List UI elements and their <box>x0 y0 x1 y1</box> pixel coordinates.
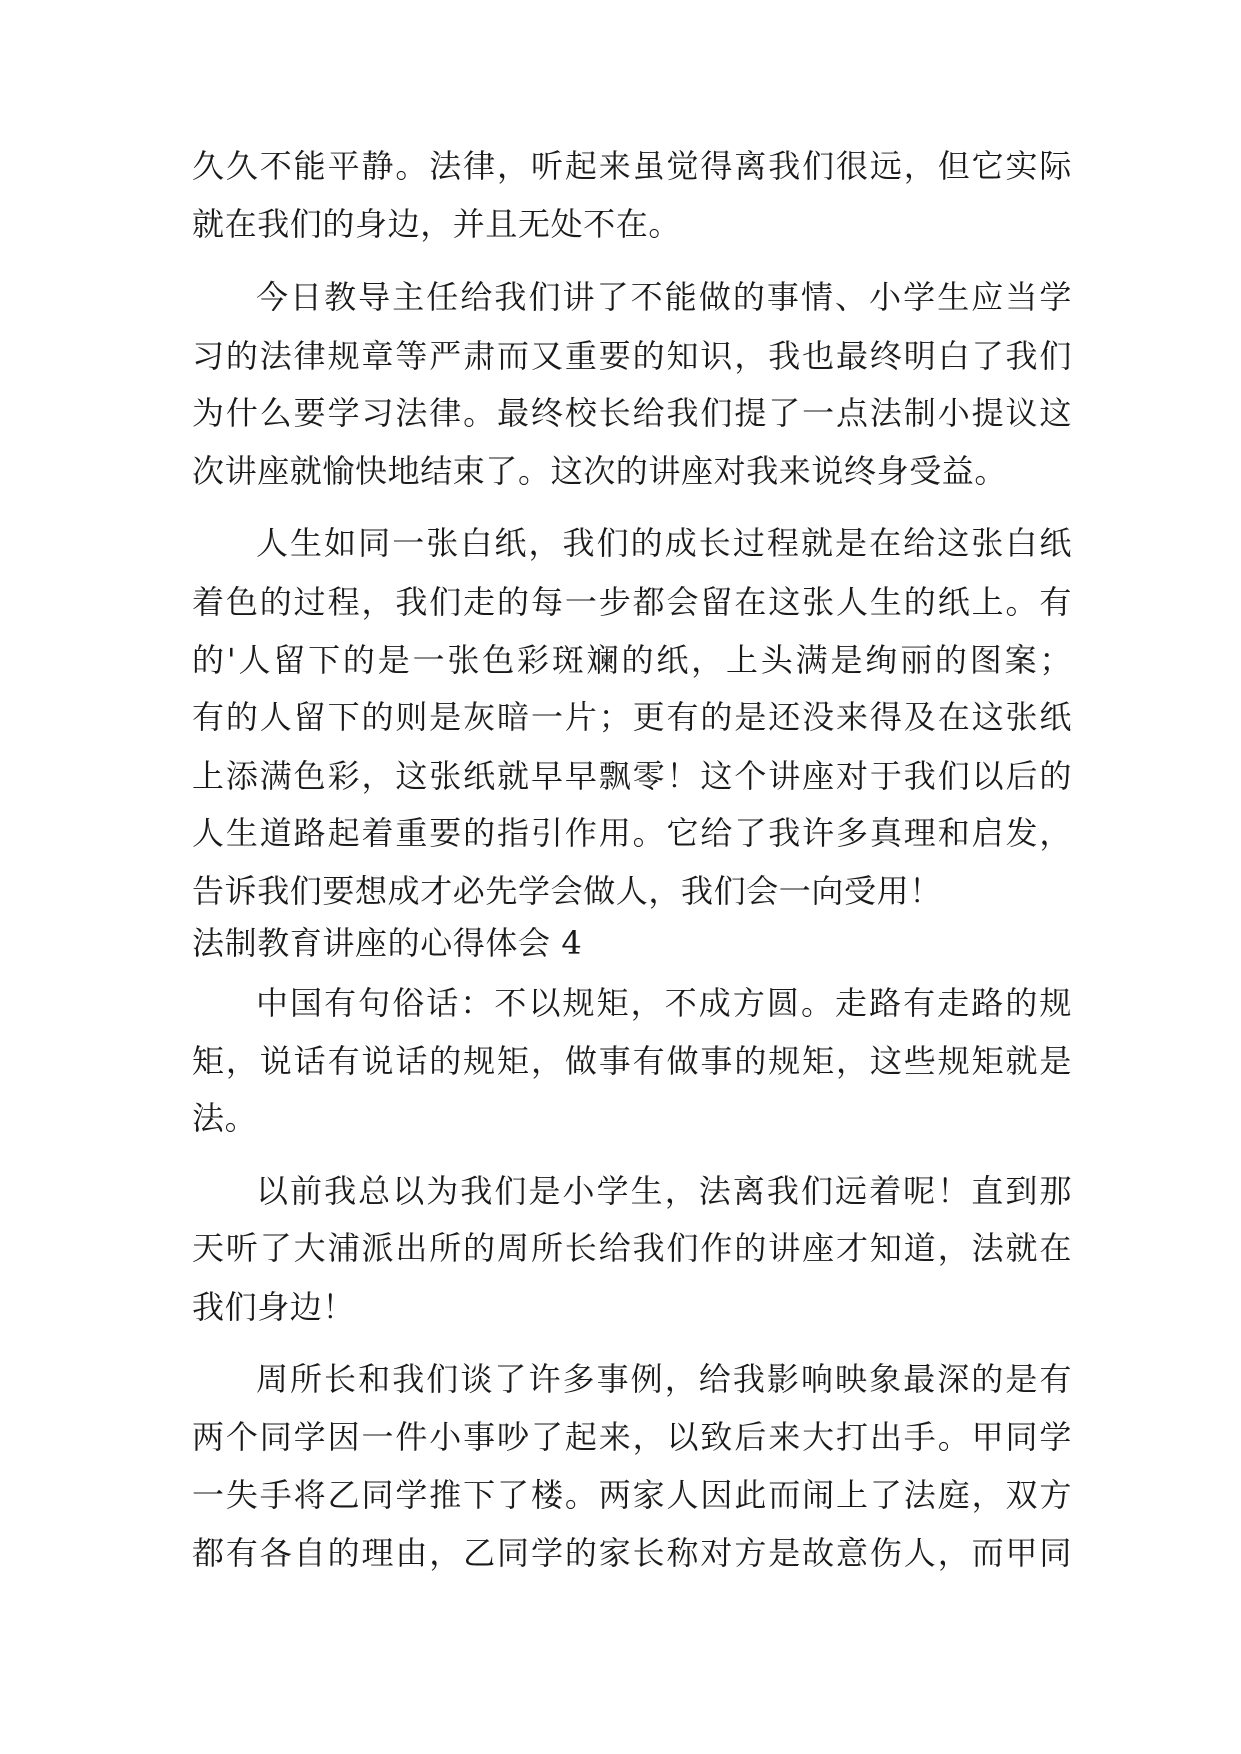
text-line: 的'人留下的是一张色彩斑斓的纸，上头满是绚丽的图案； <box>192 641 1072 679</box>
text-line: 两个同学因一件小事吵了起来，以致后来大打出手。甲同学 <box>192 1418 1072 1456</box>
text-line: 为什么要学习法律。最终校长给我们提了一点法制小提议这 <box>192 394 1072 432</box>
text-line: 上添满色彩，这张纸就早早飘零！这个讲座对于我们以后的 <box>192 757 1072 795</box>
text-line: 我们身边！ <box>192 1288 356 1326</box>
text-line: 矩，说话有说话的规矩，做事有做事的规矩，这些规矩就是 <box>192 1042 1072 1080</box>
text-line: 习的法律规章等严肃而又重要的知识，我也最终明白了我们 <box>192 337 1072 375</box>
paragraph-first-line: 周所长和我们谈了许多事例，给我影响映象最深的是有 <box>256 1360 1072 1398</box>
text-line: 着色的过程，我们走的每一步都会留在这张人生的纸上。有 <box>192 583 1072 621</box>
text-line: 有的人留下的则是灰暗一片；更有的是还没来得及在这张纸 <box>192 698 1072 736</box>
text-line: 天听了大浦派出所的周所长给我们作的讲座才知道，法就在 <box>192 1229 1072 1267</box>
text-line: 法。 <box>192 1099 258 1137</box>
text-line: 次讲座就愉快地结束了。这次的讲座对我来说终身受益。 <box>192 452 1008 490</box>
paragraph-first-line: 今日教导主任给我们讲了不能做的事情、小学生应当学 <box>256 278 1072 316</box>
text-line: 久久不能平静。法律，听起来虽觉得离我们很远，但它实际 <box>192 147 1072 185</box>
section-heading: 法制教育讲座的心得体会 4 <box>192 924 583 962</box>
paragraph-first-line: 以前我总以为我们是小学生，法离我们远着呢！直到那 <box>256 1172 1072 1210</box>
paragraph-first-line: 人生如同一张白纸，我们的成长过程就是在给这张白纸 <box>256 524 1072 562</box>
text-line: 一失手将乙同学推下了楼。两家人因此而闹上了法庭，双方 <box>192 1476 1072 1514</box>
text-line: 人生道路起着重要的指引作用。它给了我许多真理和启发， <box>192 814 1072 852</box>
text-line: 告诉我们要想成才必先学会做人，我们会一向受用！ <box>192 872 942 910</box>
text-line: 就在我们的身边，并且无处不在。 <box>192 205 682 243</box>
paragraph-first-line: 中国有句俗话：不以规矩，不成方圆。走路有走路的规 <box>256 984 1072 1022</box>
text-line: 都有各自的理由，乙同学的家长称对方是故意伤人，而甲同 <box>192 1534 1072 1572</box>
